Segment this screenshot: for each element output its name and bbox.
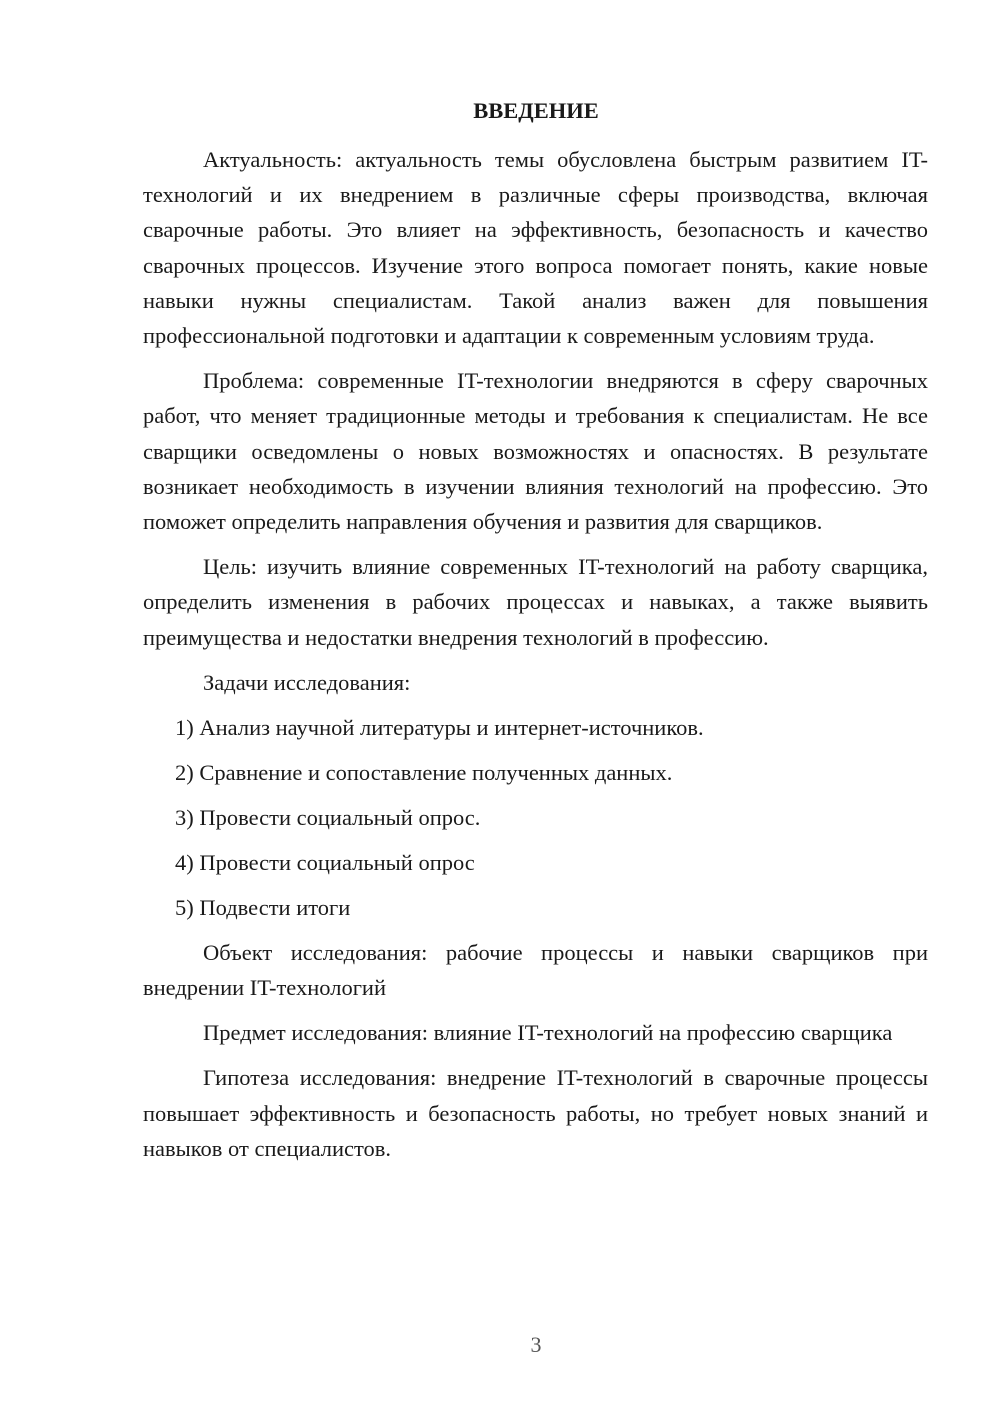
section-heading: ВВЕДЕНИЕ (473, 98, 599, 123)
page-number: 3 (530, 1332, 542, 1357)
hypothesis-paragraph: Гипотеза исследования: внедрение IT-технологий в сварочные процессы повышает эффективность и безопасность работы, но требует новых знаний и навыков от специалистов. (143, 1065, 928, 1161)
object-paragraph: Объект исследования: рабочие процессы и навыки сварщиков при внедрении IT-технологий (143, 939, 928, 1001)
task-item: 1) Анализ научной литературы и интернет-источников. (175, 714, 704, 740)
task-item: 5) Подвести итоги (175, 894, 351, 920)
subject-paragraph: Предмет исследования: влияние IT-технологий на профессию сварщика (203, 1020, 893, 1046)
relevance-paragraph: Актуальность: актуальность темы обусловлена быстрым развитием IT-технологий и их внедрением в различные сферы производства, включая сварочные работы. Это влияет на эффективность, безопасность и качество сварочных процессов. Изучение этого вопроса помогает понять, какие новые навыки нужны специалистам. Такой анализ важен для повышения профессиональной подготовки и адаптации к современным условиям труда. (143, 147, 928, 349)
task-item: 4) Провести социальный опрос (175, 849, 475, 875)
document-body (143, 142, 928, 1166)
tasks-heading: Задачи исследования: (203, 669, 411, 695)
task-item: 2) Сравнение и сопоставление полученных данных. (175, 759, 673, 785)
task-item: 3) Провести социальный опрос. (175, 804, 481, 830)
problem-paragraph: Проблема: современные IT-технологии внедряются в сферу сварочных работ, что меняет традиционные методы и требования к специалистам. Не все сварщики осведомлены о новых возможностях и опасностях. В результате возникает необходимость в изучении влияния технологий на профессию. Это поможет определить направления обучения и развития для сварщиков. (143, 368, 928, 535)
goal-paragraph: Цель: изучить влияние современных IT-технологий на работу сварщика, определить изменения в рабочих процессах и навыках, а также выявить преимущества и недостатки внедрения технологий в профессию. (143, 554, 928, 650)
